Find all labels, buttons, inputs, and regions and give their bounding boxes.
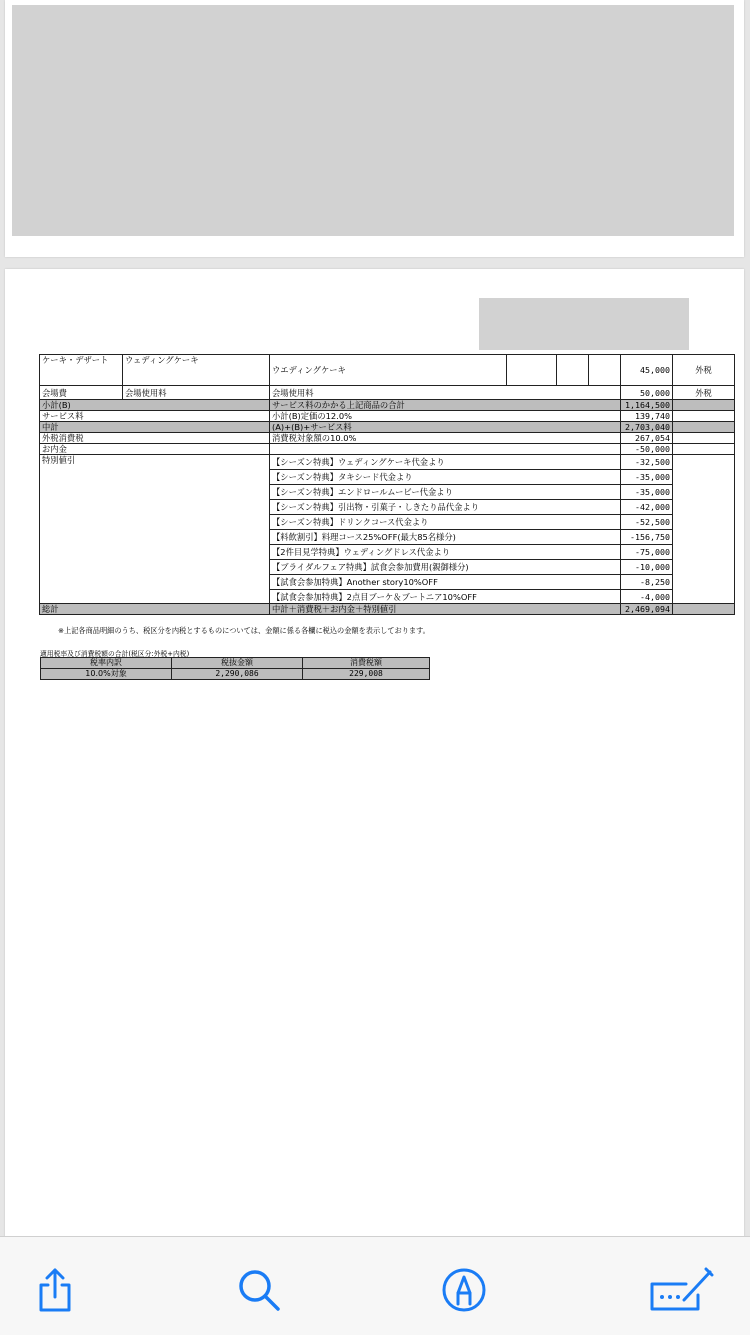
description-cell: 【試食会参加特典】2点目ブーケ＆ブートニア10%OFF <box>270 590 621 604</box>
amount-cell: -4,000 <box>621 590 673 604</box>
description-cell: 【シーズン特典】引出物・引菓子・しきたり品代金より <box>270 500 621 515</box>
amount-cell: -32,500 <box>621 455 673 470</box>
redacted-area <box>12 5 734 236</box>
blank-cell <box>673 422 735 433</box>
table-row <box>41 669 430 680</box>
description-cell: (A)+(B)+サービス料 <box>270 422 621 433</box>
amount-cell: -50,000 <box>621 444 673 455</box>
category-cell: ケーキ・デザート <box>40 355 123 386</box>
amount-cell: 2,469,094 <box>621 604 673 615</box>
blank-cell <box>557 355 589 386</box>
search-icon[interactable] <box>236 1267 282 1313</box>
tax-type-cell: 外税 <box>673 355 735 386</box>
description-cell: 会場使用料 <box>270 386 621 400</box>
column-header: 税率内訳 <box>41 658 172 669</box>
column-header: 税抜金額 <box>172 658 303 669</box>
blank-cell <box>673 411 735 422</box>
tax-amount-cell: 229,008 <box>303 669 430 680</box>
label-cell: サービス料 <box>40 411 270 422</box>
item-cell: 会場使用料 <box>123 386 270 400</box>
table-row <box>40 455 735 470</box>
description-cell: 【料飲割引】料理コース25%OFF(最大85名様分) <box>270 530 621 545</box>
table-row <box>40 400 735 411</box>
amount-cell: -35,000 <box>621 485 673 500</box>
share-icon[interactable] <box>32 1267 78 1313</box>
table-header-row <box>41 658 430 669</box>
description-cell: ウエディングケーキ <box>270 355 507 386</box>
tax-summary-caption: 適用税率及び消費税額の合計(税区分:外税+内税) <box>40 650 190 658</box>
label-cell: 外税消費税 <box>40 433 270 444</box>
tax-type-cell: 外税 <box>673 386 735 400</box>
description-cell: 【2件目見学特典】ウェディングドレス代金より <box>270 545 621 560</box>
signature-icon[interactable] <box>648 1267 714 1313</box>
description-cell: 消費税対象額の10.0% <box>270 433 621 444</box>
label-cell: 総計 <box>40 604 270 615</box>
amount-cell: 1,164,500 <box>621 400 673 411</box>
description-cell <box>270 444 621 455</box>
table-row <box>40 444 735 455</box>
table-row <box>40 411 735 422</box>
description-cell: 【シーズン特典】ウェディングケーキ代金より <box>270 455 621 470</box>
table-row <box>40 386 735 400</box>
amount-cell: -10,000 <box>621 560 673 575</box>
amount-cell: -75,000 <box>621 545 673 560</box>
blank-cell <box>589 355 621 386</box>
amount-cell: 139,740 <box>621 411 673 422</box>
markup-icon[interactable] <box>441 1267 487 1313</box>
description-cell: 小計(B)定価の12.0% <box>270 411 621 422</box>
description-cell: 【シーズン特典】タキシード代金より <box>270 470 621 485</box>
table-row <box>40 604 735 615</box>
amount-cell: 50,000 <box>621 386 673 400</box>
amount-cell: -52,500 <box>621 515 673 530</box>
blank-cell <box>673 444 735 455</box>
amount-cell: -35,000 <box>621 470 673 485</box>
estimate-table <box>39 354 735 615</box>
pre-tax-amount-cell: 2,290,086 <box>172 669 303 680</box>
description-cell: 中計＋消費税＋お内金＋特別値引 <box>270 604 621 615</box>
description-cell: 【シーズン特典】エンドロールムービー代金より <box>270 485 621 500</box>
blank-cell <box>673 604 735 615</box>
tax-note: ※上記各商品明細のうち、税区分を内税とするものについては、金額に係る各欄に税込の金額を表示しております。 <box>58 626 430 635</box>
amount-cell: -42,000 <box>621 500 673 515</box>
table-row <box>40 355 735 386</box>
amount-cell: -8,250 <box>621 575 673 590</box>
description-cell: サービス料のかかる上記商品の合計 <box>270 400 621 411</box>
description-cell: 【ブライダルフェア特典】試食会参加費用(親御様分) <box>270 560 621 575</box>
amount-cell: 2,703,040 <box>621 422 673 433</box>
description-cell: 【試食会参加特典】Another story10%OFF <box>270 575 621 590</box>
blank-cell <box>673 400 735 411</box>
table-row <box>40 422 735 433</box>
column-header: 消費税額 <box>303 658 430 669</box>
category-cell: 会場費 <box>40 386 123 400</box>
label-cell: お内金 <box>40 444 270 455</box>
amount-cell: 267,054 <box>621 433 673 444</box>
blank-cell <box>673 433 735 444</box>
label-cell: 中計 <box>40 422 270 433</box>
item-cell: ウェディングケーキ <box>123 355 270 386</box>
redacted-stamp-area <box>479 298 689 350</box>
label-cell: 小計(B) <box>40 400 270 411</box>
description-cell: 【シーズン特典】ドリンクコース代金より <box>270 515 621 530</box>
amount-cell: 45,000 <box>621 355 673 386</box>
table-row <box>40 433 735 444</box>
tax-summary-table <box>40 657 430 680</box>
tax-rate-cell: 10.0%対象 <box>41 669 172 680</box>
bottom-toolbar <box>0 1236 750 1335</box>
blank-cell <box>673 455 735 604</box>
amount-cell: -156,750 <box>621 530 673 545</box>
blank-cell <box>507 355 557 386</box>
label-cell: 特別値引 <box>40 455 270 604</box>
